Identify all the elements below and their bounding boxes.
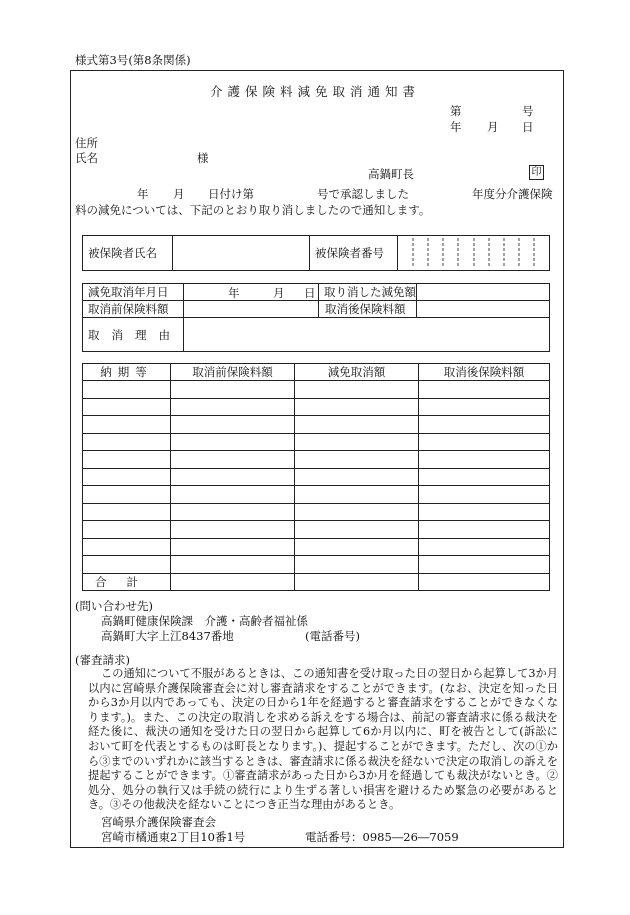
number-prefix: 第 [450, 104, 462, 118]
row-reduction-cancelled[interactable] [295, 521, 419, 539]
row-premium-after[interactable] [419, 521, 550, 539]
insured-table [82, 235, 550, 271]
payment-table [82, 363, 550, 591]
row-premium-after[interactable] [419, 398, 550, 416]
row-premium-after[interactable] [419, 451, 550, 469]
payment-row [83, 503, 550, 521]
cancelled-reduction-value[interactable] [417, 284, 550, 301]
payment-row [83, 416, 550, 434]
total-premium-after[interactable] [419, 573, 550, 590]
payment-row [83, 521, 550, 539]
inquiry-department: 高鍋町健康保険課 介護・高齢者福祉係 [101, 614, 308, 628]
cancelled-reduction-label: 取り消した減免額 [319, 284, 417, 301]
intro-approved: 号で承認しました [317, 187, 409, 201]
inquiry-address: 高鍋町大字上江8437番地 [101, 629, 234, 643]
cancel-date-value[interactable] [184, 284, 319, 301]
premium-before-label: 取消前保険料額 [83, 301, 184, 318]
review-address: 宮崎市橘通東2丁目10番1号 [101, 830, 246, 844]
review-organization: 宮崎県介護保険審査会 [101, 815, 216, 829]
name-label: 氏名 [75, 151, 98, 165]
row-premium-before[interactable] [171, 538, 295, 556]
insured-name-label: 被保険者氏名 [83, 236, 173, 271]
row-premium-after[interactable] [419, 433, 550, 451]
row-reduction-cancelled[interactable] [295, 503, 419, 521]
row-premium-before[interactable] [171, 398, 295, 416]
row-premium-before[interactable] [171, 468, 295, 486]
cancel-date-label: 減免取消年月日 [83, 284, 184, 301]
total-reduction-cancelled[interactable] [295, 573, 419, 590]
inquiry-phone: (電話番号) [305, 629, 360, 643]
row-premium-after[interactable] [419, 468, 550, 486]
row-premium-after[interactable] [419, 416, 550, 434]
payment-row [83, 398, 550, 416]
row-payment-period[interactable] [83, 538, 171, 556]
total-label: 合計 [83, 573, 171, 590]
date-day: 日 [522, 120, 534, 134]
header-reduction-cancelled: 減免取消額 [295, 364, 419, 381]
row-payment-period[interactable] [83, 381, 171, 399]
form-number-label: 様式第3号(第8条関係) [75, 53, 191, 67]
inquiry-heading: (問い合わせ先) [75, 599, 153, 613]
insured-number-label: 被保険者番号 [310, 236, 398, 271]
date-year: 年 [450, 120, 462, 134]
address-label: 住所 [75, 136, 98, 150]
row-premium-before[interactable] [171, 486, 295, 504]
payment-row [83, 486, 550, 504]
payment-row [83, 433, 550, 451]
intro-line-2: 料の減免については、下記のとおり取り消しましたので通知します。 [75, 203, 431, 217]
row-premium-before[interactable] [171, 503, 295, 521]
payment-row [83, 381, 550, 399]
review-body: この通知について不服があるときは、この通知書を受け取った日の翌日から起算して3か月以内に宮崎県介護保険審査会に対し審査請求をすることができます。(なお、決定を知った日から3か月以内であっても、決定の日から1年を経過すると審査請求をすることができなくなります。)。また、この決定の取消しを求める訴えをする場合は、前記の審査請求に係る裁決を経た後に、裁決の通知を受けた日の翌日から起算して6か月以内に、町を被告として(訴訟において町を代表とするものは町長となります。)、提起することができます。ただし、次の①から③までのいずれかに該当するときは、審査請求に係る裁決を経ないで決定の取消しの訴えを提起することができます。①審査請求があった日から3か月を経過しても裁決がないとき。②処分、処分の執行又は手続の続行により生ずる著しい損害を避けるため緊急の必要があるとき。③その他裁決を経ないことにつき正当な理由があるとき。 [88, 667, 558, 812]
premium-after-label: 取消後保険料額 [319, 301, 417, 318]
row-premium-after[interactable] [419, 486, 550, 504]
row-premium-before[interactable] [171, 381, 295, 399]
row-payment-period[interactable] [83, 521, 171, 539]
row-reduction-cancelled[interactable] [295, 416, 419, 434]
payment-row [83, 538, 550, 556]
cancel-reason-label: 取消理由 [83, 318, 184, 352]
intro-year: 年 [137, 187, 149, 201]
header-premium-after: 取消後保険料額 [419, 364, 550, 381]
row-reduction-cancelled[interactable] [295, 398, 419, 416]
cancel-reason-value[interactable] [184, 318, 550, 352]
review-heading: (審査請求) [75, 653, 130, 667]
row-premium-after[interactable] [419, 556, 550, 574]
date-month: 月 [487, 120, 499, 134]
row-premium-after[interactable] [419, 503, 550, 521]
payment-row [83, 451, 550, 469]
number-suffix: 号 [522, 104, 534, 118]
cancellation-table [82, 283, 550, 352]
row-premium-after[interactable] [419, 538, 550, 556]
intro-dated-number: 日付け第 [208, 187, 254, 201]
review-phone: 電話番号：0985―26―7059 [305, 830, 459, 844]
row-payment-period[interactable] [83, 416, 171, 434]
header-premium-before: 取消前保険料額 [171, 364, 295, 381]
row-reduction-cancelled[interactable] [295, 538, 419, 556]
row-reduction-cancelled[interactable] [295, 486, 419, 504]
payment-row [83, 556, 550, 574]
header-payment-period: 納期等 [83, 364, 171, 381]
cancel-date-month: 月 [273, 286, 285, 300]
insured-number-value[interactable] [398, 236, 550, 271]
row-premium-before[interactable] [171, 521, 295, 539]
intro-month: 月 [173, 187, 185, 201]
payment-row [83, 468, 550, 486]
row-payment-period[interactable] [83, 468, 171, 486]
row-reduction-cancelled[interactable] [295, 433, 419, 451]
cancel-date-day: 日 [304, 286, 316, 300]
intro-fiscal-year: 年度分介護保険 [472, 187, 553, 201]
row-premium-before[interactable] [171, 433, 295, 451]
row-payment-period[interactable] [83, 433, 171, 451]
premium-before-value[interactable] [184, 301, 319, 318]
row-premium-before[interactable] [171, 556, 295, 574]
row-premium-before[interactable] [171, 416, 295, 434]
insured-name-value[interactable] [173, 236, 310, 271]
row-payment-period[interactable] [83, 451, 171, 469]
row-premium-after[interactable] [419, 381, 550, 399]
row-payment-period[interactable] [83, 398, 171, 416]
premium-after-value[interactable] [417, 301, 550, 318]
row-payment-period[interactable] [83, 503, 171, 521]
cancel-date-year: 年 [228, 286, 240, 300]
row-reduction-cancelled[interactable] [295, 381, 419, 399]
seal-mark: 印 [529, 165, 544, 180]
total-premium-before[interactable] [171, 573, 295, 590]
row-reduction-cancelled[interactable] [295, 556, 419, 574]
row-payment-period[interactable] [83, 556, 171, 574]
row-reduction-cancelled[interactable] [295, 468, 419, 486]
honorific: 様 [197, 151, 209, 165]
row-reduction-cancelled[interactable] [295, 451, 419, 469]
row-premium-before[interactable] [171, 451, 295, 469]
document-title: 介護保険料減免取消通知書 [209, 84, 420, 99]
issuer-name: 高鍋町長 [368, 167, 414, 181]
digit-box-dividers [398, 236, 550, 270]
row-payment-period[interactable] [83, 486, 171, 504]
